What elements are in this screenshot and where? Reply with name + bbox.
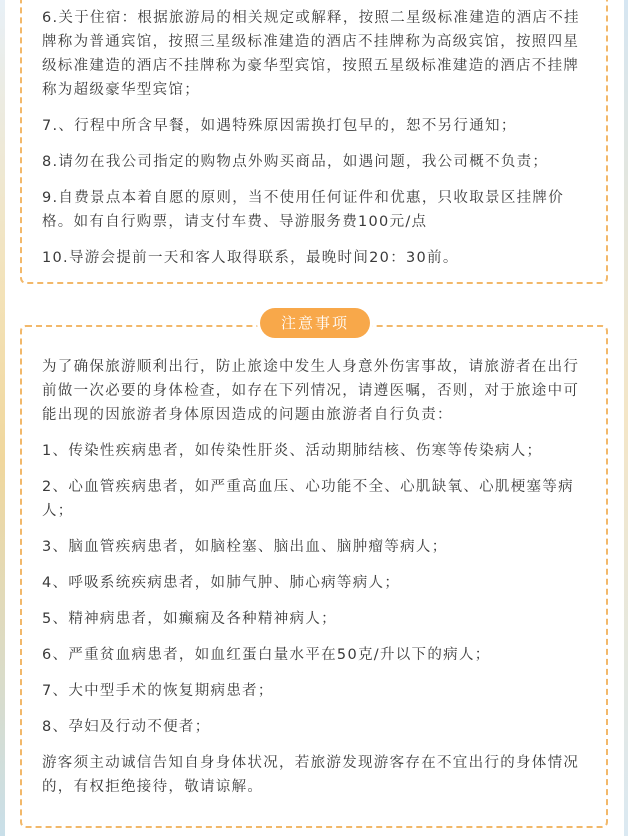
right-edge-decoration: [624, 0, 628, 836]
left-edge-decoration: [0, 0, 5, 836]
term-item-shopping: 8.请勿在我公司指定的购物点外购买商品，如遇问题，我公司概不负责；: [42, 154, 549, 170]
notice-intro: 为了确保旅游顺利出行，防止旅途中发生人身意外伤害事故，请旅游者在出行前做一次必要的身体检查，如存在下列情况，请遵医嘱，否则，对于旅途中可能出现的因旅游者身体原因造成的问题由旅游者自行负责：: [42, 359, 580, 423]
notice-item-mental: 5、精神病患者，如癫痫及各种精神病人；: [42, 611, 337, 627]
notice-closing: 游客须主动诚信告知自身身体状况，若旅游发现游客存在不宜出行的身体情况的，有权拒绝接待，敬请谅解。: [42, 755, 580, 795]
term-item-breakfast: 7.、行程中所含早餐，如遇特殊原因需换打包早的，恕不另行通知；: [42, 118, 517, 134]
notice-item-cerebrovascular: 3、脑血管疾病患者，如脑栓塞、脑出血、脑肿瘤等病人；: [42, 539, 448, 555]
term-item-optional-attractions: 9.自费景点本着自愿的原则，当不使用任何证件和优惠，只收取景区挂牌价格。如有自行购票，请支付车费、导游服务费100元/点: [42, 190, 565, 230]
notice-item-infectious: 1、传染性疾病患者，如传染性肝炎、活动期肺结核、伤寒等传染病人；: [42, 443, 543, 459]
notice-item-surgery-recovery: 7、大中型手术的恢复期病患者；: [42, 683, 274, 699]
notice-item-cardiovascular: 2、心血管疾病患者，如严重高血压、心功能不全、心肌缺氧、心肌梗塞等病人；: [42, 479, 574, 519]
notice-item-anemia: 6、严重贫血病患者，如血红蛋白量水平在50克/升以下的病人；: [42, 647, 491, 663]
term-item-accommodation: 6.关于住宿：根据旅游局的相关规定或解释，按照二星级标准建造的酒店不挂牌称为普通宾馆，按照三星级标准建造的酒店不挂牌称为高级宾馆，按照四星级标准建造的酒店不挂牌称为豪华型宾馆，按照五星级标准建造的酒店不挂牌称为超级豪华型宾馆；: [42, 10, 580, 98]
travel-terms-panel: [20, 0, 608, 284]
notice-item-pregnant: 8、孕妇及行动不便者；: [42, 719, 211, 735]
notice-title-badge: 注意事项: [260, 308, 370, 338]
notice-panel: [20, 325, 608, 828]
term-item-guide-contact: 10.导游会提前一天和客人取得联系，最晚时间20：30前。: [42, 250, 459, 266]
notice-item-respiratory: 4、呼吸系统疾病患者，如肺气肿、肺心病等病人；: [42, 575, 401, 591]
